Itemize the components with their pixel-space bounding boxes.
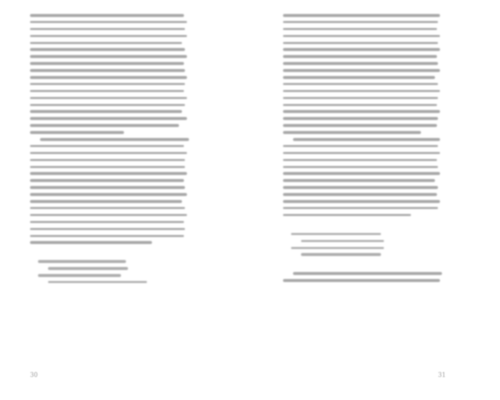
text-line: [283, 279, 440, 282]
text-line: [40, 138, 189, 141]
page-number-right: 31: [438, 372, 446, 379]
text-line: [283, 21, 438, 24]
text-line: [30, 104, 185, 107]
text-line: [30, 179, 184, 182]
text-line: [283, 55, 437, 58]
text-line: [283, 117, 438, 120]
text-line: [30, 97, 187, 100]
text-line: [30, 152, 187, 155]
text-line: [30, 35, 187, 38]
text-line: [293, 272, 442, 275]
text-line: [283, 131, 421, 134]
text-line: [283, 76, 435, 79]
verse-spacing: [30, 248, 190, 260]
text-line: [30, 14, 184, 17]
paragraph: [30, 14, 190, 134]
verse-block: [283, 233, 443, 256]
text-line: [30, 62, 184, 65]
verse-line: [291, 233, 381, 236]
paragraph: [283, 14, 443, 134]
text-line: [30, 145, 184, 148]
text-line: [30, 166, 185, 169]
text-line: [283, 28, 437, 31]
verse-line: [38, 260, 126, 263]
text-line: [283, 110, 440, 113]
verse-line: [48, 281, 147, 284]
verse-block: [30, 260, 190, 283]
verse-line: [301, 240, 384, 243]
text-line: [30, 193, 187, 196]
text-line: [30, 83, 185, 86]
text-line: [283, 186, 438, 189]
text-line: [283, 166, 438, 169]
text-line: [30, 235, 184, 238]
text-line: [30, 42, 182, 45]
text-line: [283, 48, 440, 51]
text-line: [283, 159, 437, 162]
verse-spacing: [283, 260, 443, 272]
paragraph: [283, 272, 443, 281]
text-line: [30, 28, 185, 31]
text-line: [30, 117, 187, 120]
text-line: [283, 42, 438, 45]
text-line: [283, 90, 440, 93]
text-line: [283, 124, 437, 127]
text-line: [283, 83, 438, 86]
left-page: [30, 14, 190, 386]
text-line: [283, 69, 440, 72]
text-line: [283, 207, 438, 210]
text-line: [30, 186, 185, 189]
verse-line: [301, 253, 381, 256]
text-line: [30, 55, 187, 58]
text-line: [30, 124, 179, 127]
right-page: [283, 14, 443, 386]
text-line: [30, 159, 185, 162]
verse-spacing: [283, 221, 443, 233]
text-line: [30, 90, 184, 93]
text-line: [30, 207, 185, 210]
page-number-left: 30: [30, 372, 38, 379]
paragraph: [30, 138, 190, 244]
gutter: [250, 0, 251, 400]
text-line: [30, 241, 152, 244]
verse-line: [48, 267, 128, 270]
text-line: [283, 14, 440, 17]
text-line: [30, 172, 187, 175]
text-line: [30, 214, 187, 217]
text-line: [283, 214, 411, 217]
text-line: [293, 138, 440, 141]
verse-line: [38, 274, 121, 277]
text-line: [283, 62, 438, 65]
text-line: [283, 35, 440, 38]
text-line: [283, 104, 437, 107]
text-line: [30, 21, 187, 24]
text-line: [30, 76, 187, 79]
text-line: [283, 193, 437, 196]
paragraph: [283, 138, 443, 216]
text-line: [30, 131, 124, 134]
text-line: [30, 48, 185, 51]
text-line: [283, 152, 440, 155]
text-line: [283, 179, 435, 182]
text-line: [283, 97, 438, 100]
verse-line: [291, 247, 384, 250]
text-line: [283, 145, 438, 148]
text-line: [283, 200, 440, 203]
text-line: [30, 110, 182, 113]
text-line: [30, 200, 182, 203]
text-line: [283, 172, 440, 175]
text-line: [30, 221, 184, 224]
text-line: [30, 228, 185, 231]
text-line: [30, 69, 185, 72]
